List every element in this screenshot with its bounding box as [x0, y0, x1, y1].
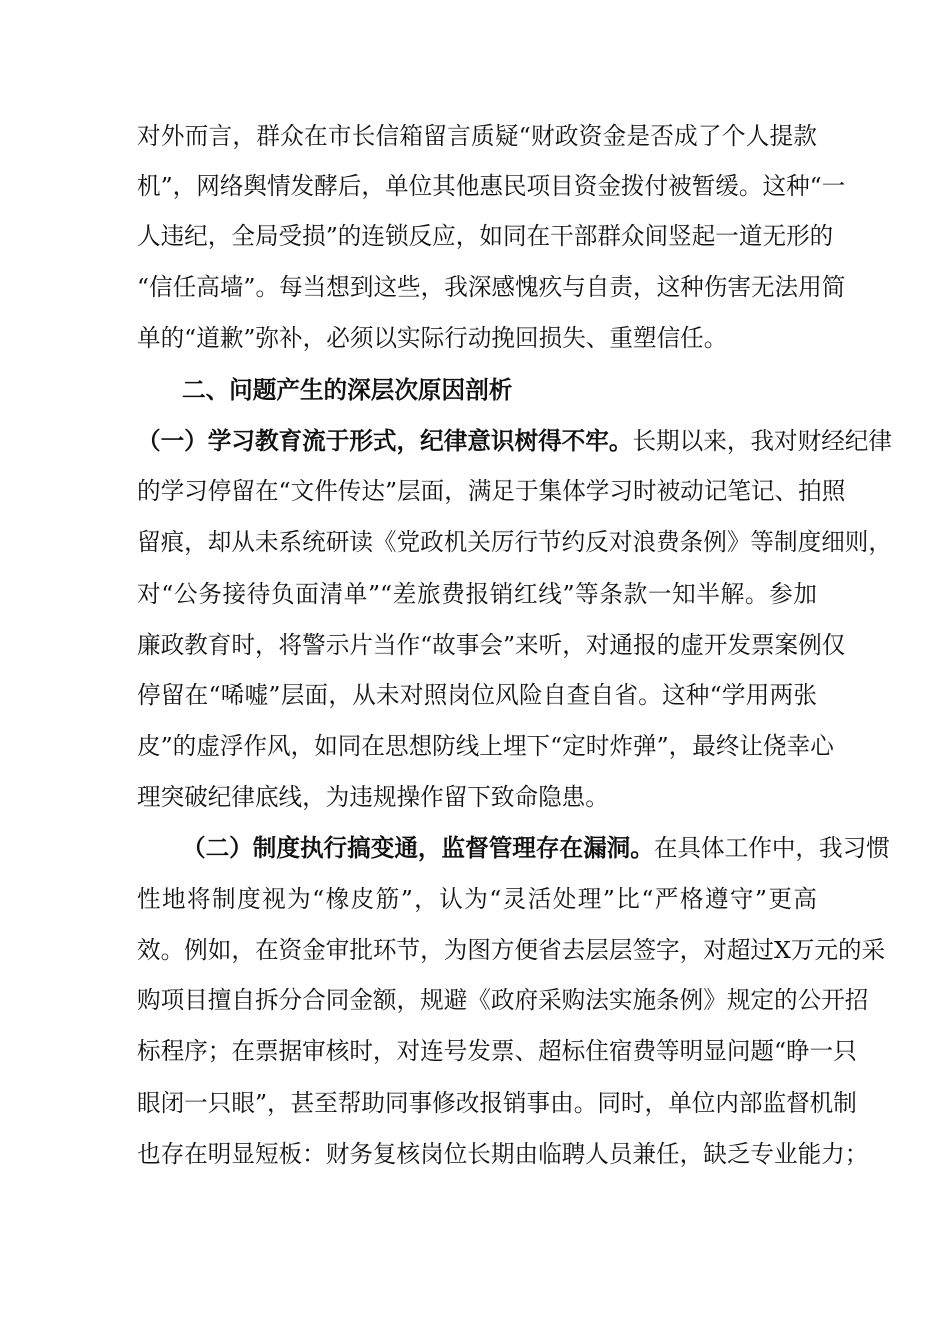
paragraph-line: 廉政教育时，将警示片当作“故事会”来听，对通报的虚开发票案例仅: [137, 631, 846, 659]
paragraph-line: 机”，网络舆情发酵后，单位其他惠民项目资金拨付被暂缓。这种“一: [137, 172, 846, 200]
subsection-heading: （二）制度执行搞变通，监督管理存在漏洞。: [182, 834, 654, 862]
subsection-line: [137, 421, 892, 461]
paragraph-line: 效。例如，在资金审批环节，为图方便省去层层签字，对超过X万元的采: [137, 936, 886, 964]
paragraph-line: 留痕，却从未系统研读《党政机关厉行节约反对浪费条例》等制度细则，: [137, 528, 892, 556]
subsection-line: [182, 828, 890, 868]
paragraph-line: 标程序；在票据审核时，对连号发票、超标住宿费等明显问题“睁一只: [137, 1037, 857, 1065]
paragraph-text: 在具体工作中，我习惯: [653, 834, 890, 862]
paragraph-line: 购项目擅自拆分合同金额，规避《政府采购法实施条例》规定的公开招: [137, 986, 869, 1014]
paragraph-line: 单的“道歉”弥补，必须以实际行动挽回损失、重塑信任。: [137, 324, 728, 352]
subsection-heading: （一）学习教育流于形式，纪律意识树得不牢。: [137, 427, 633, 455]
paragraph-line: 也存在明显短板：财务复核岗位长期由临聘人员兼任，缺乏专业能力；: [137, 1140, 869, 1168]
paragraph-line: 皮”的虚浮作风，如同在思想防线上埋下“定时炸弹”，最终让侥幸心: [137, 732, 834, 760]
paragraph-line: 的学习停留在“文件传达”层面，满足于集体学习时被动记笔记、拍照: [137, 477, 846, 505]
paragraph-line: 停留在“唏嘘”层面，从未对照岗位风险自查自省。这种“学用两张: [137, 681, 817, 709]
section-heading: 二、问题产生的深层次原因剖析: [182, 376, 513, 404]
paragraph-line: 人违纪，全局受损”的连锁反应，如同在干部群众间竖起一道无形的: [137, 222, 834, 250]
paragraph-line: 对“公务接待负面清单”“差旅费报销红线”等条款一知半解。参加: [137, 580, 817, 608]
paragraph-line: 理突破纪律底线，为违规操作留下致命隐患。: [137, 783, 609, 811]
paragraph-line: “信任高墙”。每当想到这些，我深感愧疚与自责，这种伤害无法用简: [137, 273, 846, 301]
paragraph-line: 性地将制度视为“橡皮筋”，认为“灵活处理”比“严格遵守”更高: [137, 885, 817, 913]
paragraph-text: 长期以来，我对财经纪律: [632, 427, 892, 455]
paragraph-line: 眼闭一只眼”，甚至帮助同事修改报销事由。同时，单位内部监督机制: [137, 1089, 857, 1117]
paragraph-line: 对外而言，群众在市长信箱留言质疑“财政资金是否成了个人提款: [137, 122, 817, 150]
